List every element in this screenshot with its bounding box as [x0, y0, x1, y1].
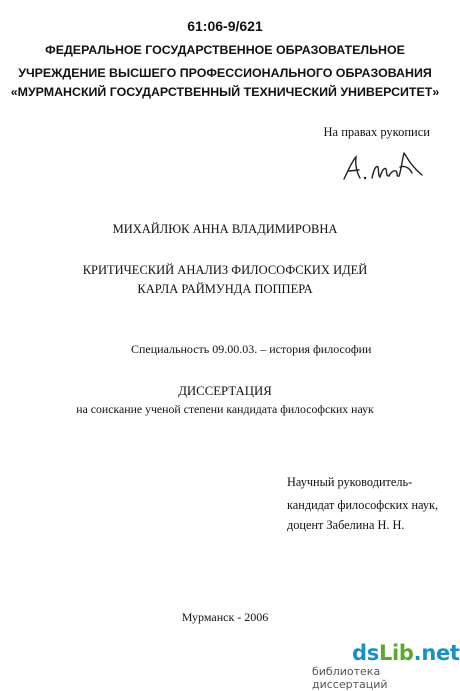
rights-note: На правах рукописи	[323, 125, 430, 139]
dissertation-title-line-2: КАРЛА РАЙМУНДА ПОППЕРА	[137, 282, 313, 296]
watermark-logo-net: .net	[413, 641, 460, 665]
specialty-line: Специальность 09.00.03. – история философии	[131, 342, 372, 356]
handwritten-signature	[338, 145, 428, 187]
catalog-code: 61:06-9/621	[187, 18, 263, 34]
advisor-line-2: кандидат философских наук,	[287, 498, 439, 512]
institution-line-2: УЧРЕЖДЕНИЕ ВЫСШЕГО ПРОФЕССИОНАЛЬНОГО ОБРАЗОВАНИЯ	[18, 66, 432, 80]
watermark-logo-ds: ds	[352, 641, 379, 665]
dissertation-title-line-1: КРИТИЧЕСКИЙ АНАЛИЗ ФИЛОСОФСКИХ ИДЕЙ	[82, 263, 368, 277]
document-type: ДИССЕРТАЦИЯ	[178, 384, 272, 398]
institution-line-1: ФЕДЕРАЛЬНОЕ ГОСУДАРСТВЕННОЕ ОБРАЗОВАТЕЛЬНОЕ	[45, 43, 405, 57]
advisor-line-3: доцент Забелина Н. Н.	[287, 518, 405, 532]
author-name: МИХАЙЛЮК АННА ВЛАДИМИРОВНА	[112, 222, 338, 236]
city-year: Мурманск - 2006	[181, 610, 269, 624]
watermark-logo-lib: Lib	[378, 641, 414, 665]
advisor-line-1: Научный руководитель-	[287, 475, 413, 489]
watermark-logo	[352, 641, 460, 665]
watermark-subtitle: библиотека диссертаций	[312, 665, 388, 691]
institution-line-3: «МУРМАНСКИЙ ГОСУДАРСТВЕННЫЙ ТЕХНИЧЕСКИЙ УНИВЕРСИТЕТ»	[10, 85, 440, 99]
degree-line: на соискание ученой степени кандидата философских наук	[76, 402, 374, 416]
